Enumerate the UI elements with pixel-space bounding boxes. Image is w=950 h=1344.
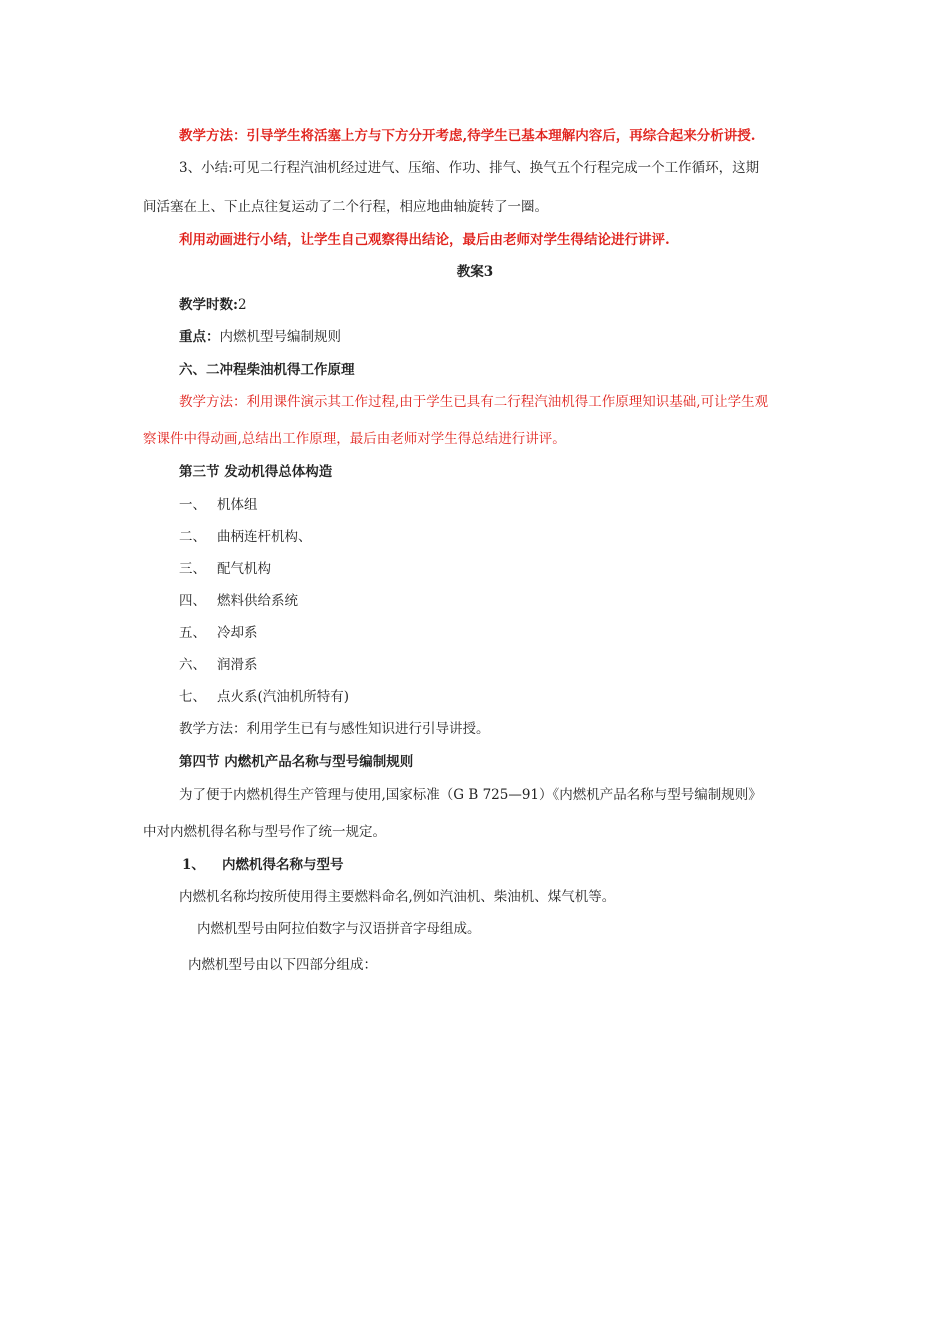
- teaching-hours: [179, 296, 247, 314]
- list-item: [179, 528, 312, 546]
- model-parts-paragraph: 内燃机型号由以下四部分组成：: [188, 957, 377, 973]
- key-label: 重点：: [179, 329, 220, 345]
- section-4-heading: 第四节 内燃机产品名称与型号编制规则: [179, 754, 414, 770]
- list-item-text: 燃料供给系统: [217, 593, 298, 609]
- list-item-number: 四、: [179, 593, 206, 609]
- teaching-method-1: 教学方法：引导学生将活塞上方与下方分开考虑,待学生已基本理解内容后，再综合起来分析讲授.: [179, 128, 756, 144]
- list-item-text: 配气机构: [217, 561, 271, 577]
- list-item-number: 五、: [179, 625, 206, 641]
- key-value: 内燃机型号编制规则: [219, 329, 341, 345]
- list-item: [179, 688, 349, 706]
- name-rule-paragraph: 内燃机名称均按所使用得主要燃料命名,例如汽油机、柴油机、煤气机等。: [179, 889, 616, 905]
- summary-line-2: 间活塞在上、下止点往复运动了二个行程，相应地曲轴旋转了一圈。: [143, 199, 548, 215]
- standard-line-2: 中对内燃机得名称与型号作了统一规定。: [143, 824, 386, 840]
- list-item: [179, 656, 258, 674]
- subsection-number: 1、: [182, 857, 205, 873]
- list-item-text: 曲柄连杆机构、: [217, 529, 312, 545]
- list-item-number: 一、: [179, 497, 206, 513]
- list-item-number: 六、: [179, 657, 206, 673]
- subsection-1-heading: [182, 856, 344, 874]
- teaching-method-3-line-1: 教学方法：利用课件演示其工作过程,由于学生已具有二行程汽油机得工作原理知识基础,可让学生观: [179, 394, 769, 410]
- model-rule-paragraph: 内燃机型号由阿拉伯数字与汉语拼音字母组成。: [197, 921, 481, 937]
- list-item-number: 二、: [179, 529, 206, 545]
- hours-value: 2: [237, 297, 247, 313]
- lesson-title: 教案3: [456, 264, 494, 280]
- list-item-number: 七、: [179, 689, 206, 705]
- list-item: [179, 560, 271, 578]
- list-item-text: 冷却系: [217, 625, 258, 641]
- list-item: [179, 592, 298, 610]
- key-point: [179, 328, 341, 346]
- list-item-number: 三、: [179, 561, 206, 577]
- list-item-text: 点火系(汽油机所特有): [217, 689, 350, 705]
- teaching-method-3-line-2: 察课件中得动画,总结出工作原理，最后由老师对学生得总结进行讲评。: [143, 431, 566, 447]
- teaching-method-2: 利用动画进行小结，让学生自己观察得出结论，最后由老师对学生得结论进行讲评.: [179, 232, 670, 248]
- teaching-method-4: 教学方法：利用学生已有与感性知识进行引导讲授。: [179, 721, 490, 737]
- list-item-text: 润滑系: [217, 657, 258, 673]
- summary-line-1: 3、小结:可见二行程汽油机经过进气、压缩、作功、排气、换气五个行程完成一个工作循环，这期: [179, 160, 760, 176]
- list-item: [179, 624, 258, 642]
- hours-label: 教学时数:: [179, 297, 238, 313]
- section-6-heading: 六、二冲程柴油机得工作原理: [179, 362, 355, 378]
- section-3-heading: 第三节 发动机得总体构造: [179, 464, 333, 480]
- list-item-text: 机体组: [217, 497, 258, 513]
- standard-line-1: 为了便于内燃机得生产管理与使用,国家标准（G B 725—91）《内燃机产品名称与型号编制规则》: [179, 787, 762, 803]
- subsection-title: 内燃机得名称与型号: [222, 857, 344, 873]
- list-item: [179, 496, 258, 514]
